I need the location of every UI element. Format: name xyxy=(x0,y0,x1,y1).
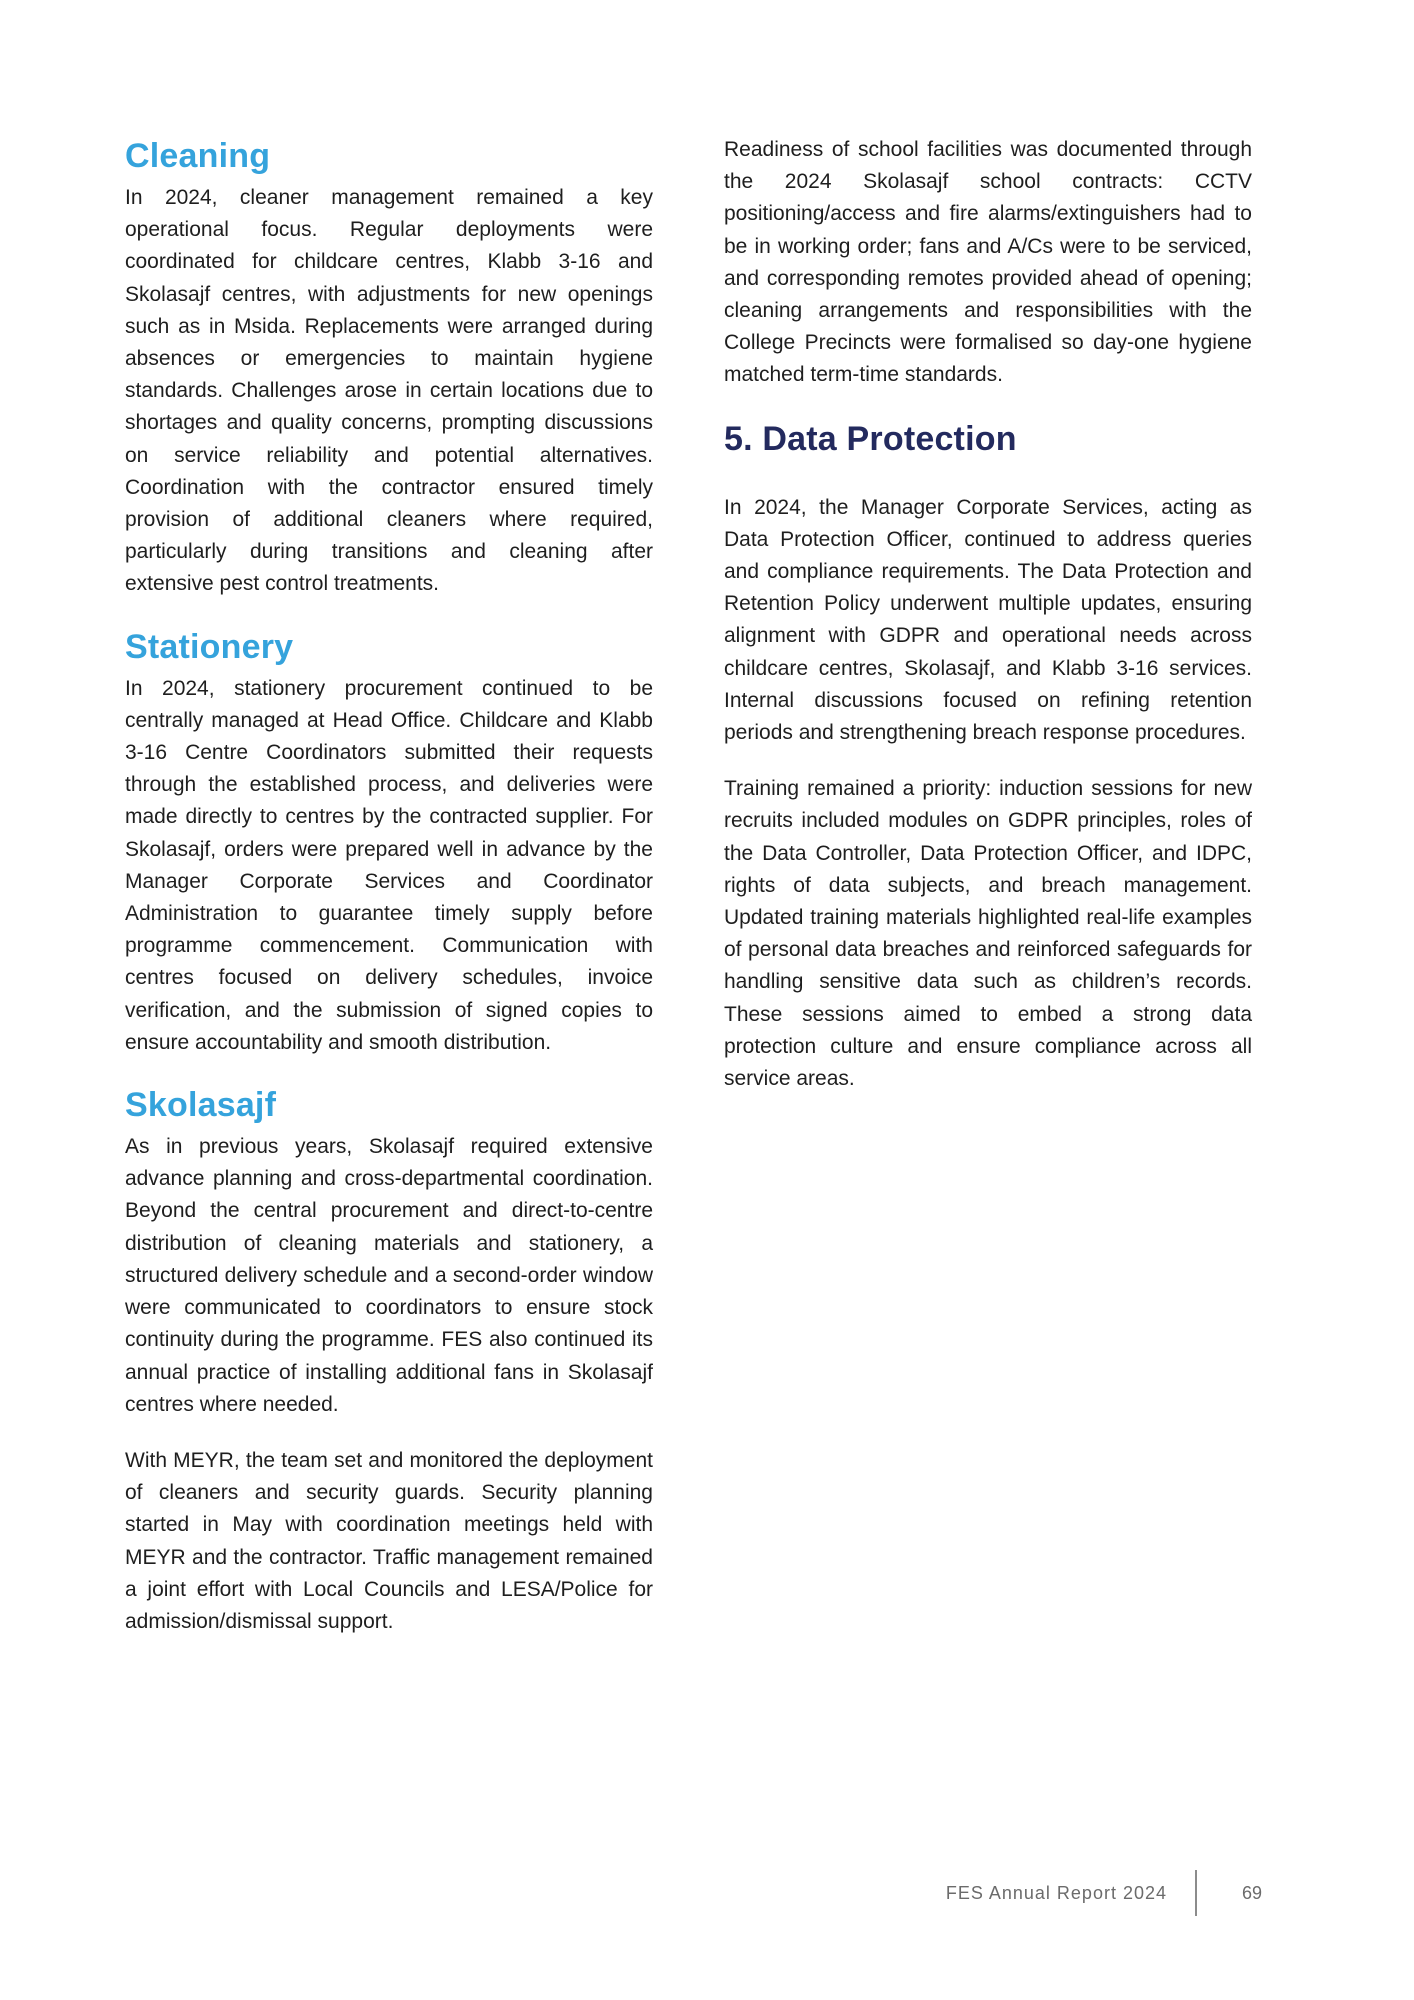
skolasajf-section xyxy=(125,1083,653,1638)
footer-report-title: FES Annual Report 2024 xyxy=(945,1883,1167,1903)
right-column xyxy=(724,134,1252,1119)
readiness-section xyxy=(724,134,1252,392)
cleaning-heading: Cleaning xyxy=(125,137,271,175)
data-protection-heading: 5. Data Protection xyxy=(724,419,1017,458)
footer-divider xyxy=(1195,1870,1197,1916)
skolasajf-paragraph-1: As in previous years, Skolasajf required extensive advance planning and cross-departmental coordination. Beyond the central procurement and direct-to-centre distribution of cleaning materials and stationery, a structured delivery schedule and a second-order window were communicated to coordinators to ensure stock continuity during the programme. FES also continued its annual practice of installing additional fans in Skolasajf centres where needed. xyxy=(125,1135,653,1416)
skolasajf-heading: Skolasajf xyxy=(125,1086,277,1125)
page-number: 69 xyxy=(1242,1883,1263,1903)
cleaning-paragraph: In 2024, cleaner management remained a key operational focus. Regular deployments were coordinated for childcare centres, Klabb 3-16 and Skolasajf centres, with adjustments for new openings such as in Msida. Replacements were arranged during absences or emergencies to maintain hygiene standards. Challenges arose in certain locations due to shortages and quality concerns, prompting discussions on service reliability and potential alternatives. Coordination with the contractor ensured timely provision of additional cleaners where required, particularly during transitions and cleaning after extensive pest control treatments. xyxy=(125,186,653,596)
left-column xyxy=(125,134,653,1662)
stationery-section xyxy=(125,625,653,1059)
stationery-paragraph: In 2024, stationery procurement continued to be centrally managed at Head Office. Childcare and Klabb 3-16 Centre Coordinators submitted their requests through the established process, and deliveries were made directly to centres by the contracted supplier. For Skolasajf, orders were prepared well in advance by the Manager Corporate Services and Coordinator Administration to guarantee timely supply before programme commencement. Communication with centres focused on delivery schedules, invoice verification, and the submission of signed copies to ensure accountability and smooth distribution. xyxy=(125,676,653,1054)
page-footer xyxy=(0,1870,1414,1916)
data-protection-paragraph-1: In 2024, the Manager Corporate Services, acting as Data Protection Officer, continued to address queries and compliance requirements. The Data Protection and Retention Policy underwent multiple updates, ensuring alignment with GDPR and operational needs across childcare centres, Skolasajf, and Klabb 3-16 services. Internal discussions focused on refining retention periods and strengthening breach response procedures. xyxy=(724,495,1252,745)
data-protection-paragraph-2: Training remained a priority: induction sessions for new recruits included modules on GDPR principles, roles of the Data Controller, Data Protection Officer, and IDPC, rights of data subjects, and breach management. Updated training materials highlighted real-life examples of personal data breaches and reinforced safeguards for handling sensitive data such as children’s records. These sessions aimed to embed a strong data protection culture and ensure compliance across all service areas. xyxy=(724,777,1252,1091)
skolasajf-paragraph-2: With MEYR, the team set and monitored the deployment of cleaners and security guards. Security planning started in May with coordination meetings held with MEYR and the contractor. Traffic management remained a joint effort with Local Councils and LESA/Police for admission/dismissal support. xyxy=(125,1448,653,1633)
data-protection-section xyxy=(724,416,1252,1096)
cleaning-section xyxy=(125,134,653,601)
readiness-paragraph: Readiness of school facilities was documented through the 2024 Skolasajf school contracts: CCTV positioning/access and fire alarms/extinguishers had to be in working order; fans and A/Cs were to be serviced, and corresponding remotes provided ahead of opening; cleaning arrangements and responsibilities with the College Precincts were formalised so day-one hygiene matched term-time standards. xyxy=(724,138,1252,387)
stationery-heading: Stationery xyxy=(125,627,294,666)
